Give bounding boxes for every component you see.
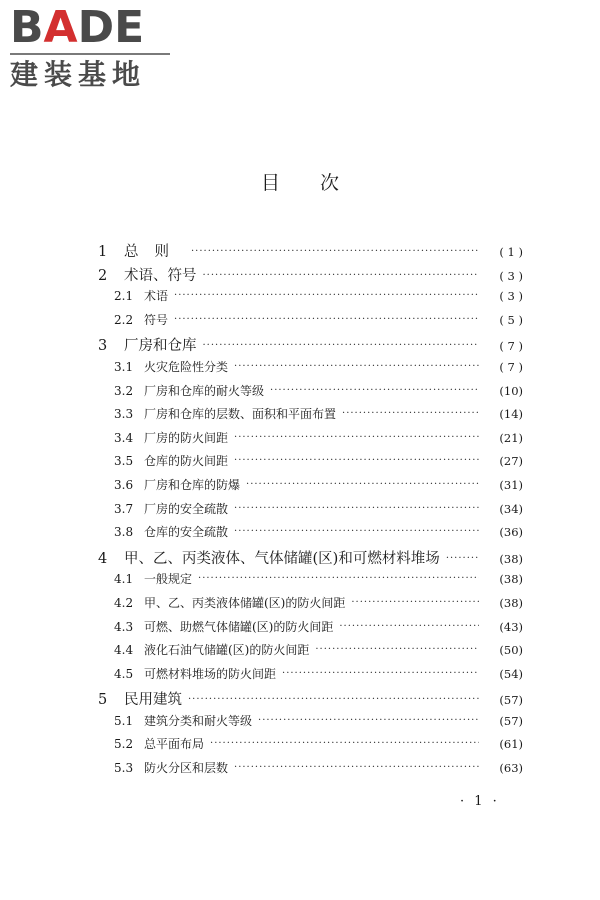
- toc-entry-title: 民用建筑: [124, 692, 182, 709]
- toc-entry-title: 可燃材料堆场的防火间距: [144, 666, 277, 681]
- toc-section-entry[interactable]: [98, 594, 523, 618]
- toc-entry-page: ( 7 ): [499, 359, 523, 374]
- toc-chapter-entry[interactable]: [98, 547, 523, 571]
- page-number: · 1 ·: [460, 794, 500, 809]
- toc-dot-leader: [203, 270, 480, 281]
- toc-entry-page: (38): [499, 595, 523, 610]
- toc-entry-title: 防火分区和层数: [144, 761, 229, 776]
- logo-letter-a-accent: A: [43, 2, 78, 53]
- toc-dot-leader: [351, 597, 479, 608]
- toc-entry-number: 3.8: [114, 525, 134, 540]
- toc-dot-leader: [246, 479, 479, 490]
- toc-section-entry[interactable]: [98, 712, 523, 736]
- toc-section-entry[interactable]: [98, 358, 523, 382]
- logo-letters-de: DE: [77, 2, 145, 53]
- toc-entry-page: (14): [499, 407, 523, 422]
- toc-dot-leader: [203, 340, 480, 351]
- toc-entry-page: (63): [499, 761, 523, 776]
- toc-entry-page: ( 3 ): [499, 268, 523, 283]
- logo-letter-b: B: [10, 2, 44, 53]
- toc-entry-title: 仓库的安全疏散: [144, 525, 229, 540]
- toc-section-entry[interactable]: [98, 452, 523, 476]
- toc-dot-leader: [198, 573, 479, 584]
- toc-entry-number: 1: [98, 244, 108, 260]
- toc-entry-page: (31): [499, 477, 523, 492]
- table-of-contents: [98, 240, 523, 783]
- toc-entry-page: ( 1 ): [499, 245, 523, 259]
- toc-dot-leader: [234, 455, 479, 466]
- toc-section-entry[interactable]: [98, 523, 523, 547]
- toc-entry-page: (57): [499, 713, 523, 728]
- toc-entry-number: 3.5: [114, 454, 134, 469]
- toc-dot-leader: [174, 290, 479, 301]
- toc-dot-leader: [339, 621, 479, 632]
- logo-wordmark: [10, 2, 180, 53]
- toc-entry-number: 5.3: [114, 761, 134, 776]
- toc-entry-number: 5.2: [114, 737, 134, 752]
- toc-section-entry[interactable]: [98, 429, 523, 453]
- toc-entry-title: 厂房的防火间距: [144, 430, 229, 445]
- toc-entry-title: 甲、乙、丙类液体、气体储罐(区)和可燃材料堆场: [124, 550, 440, 567]
- toc-entry-title: 符号: [144, 312, 169, 327]
- toc-entry-page: ( 7 ): [499, 339, 523, 354]
- toc-entry-title: 液化石油气储罐(区)的防火间距: [144, 643, 310, 658]
- toc-entry-page: (38): [499, 551, 523, 566]
- toc-dot-leader: [234, 503, 479, 514]
- toc-entry-title: 可燃、助燃气体储罐(区)的防火间距: [144, 619, 334, 634]
- toc-entry-title: 火灾危险性分类: [144, 359, 229, 374]
- toc-section-entry[interactable]: [98, 759, 523, 783]
- toc-dot-leader: [342, 408, 479, 419]
- toc-entry-title: 厂房和仓库的耐火等级: [144, 383, 265, 398]
- toc-title: 目次: [260, 172, 379, 194]
- toc-section-entry[interactable]: [98, 570, 523, 594]
- toc-entry-number: 3: [98, 338, 108, 355]
- toc-entry-page: (36): [499, 525, 523, 540]
- toc-entry-page: (21): [499, 430, 523, 445]
- toc-entry-number: 2.1: [114, 289, 134, 304]
- logo-divider: [10, 53, 170, 55]
- toc-entry-title: 厂房和仓库的层数、面积和平面布置: [144, 407, 337, 422]
- toc-entry-title: 建筑分类和耐火等级: [144, 713, 253, 728]
- toc-dot-leader: [258, 715, 479, 726]
- toc-entry-title: 总平面布局: [144, 737, 205, 752]
- toc-entry-page: (54): [499, 666, 523, 681]
- toc-entry-page: (27): [499, 454, 523, 469]
- toc-entry-title: 一般规定: [144, 572, 193, 587]
- toc-dot-leader: [270, 385, 479, 396]
- toc-entry-number: 4: [98, 550, 108, 567]
- toc-entry-page: ( 3 ): [499, 289, 523, 304]
- toc-entry-title: 术语、符号: [124, 267, 197, 284]
- toc-entry-number: 4.3: [114, 619, 134, 634]
- toc-entry-title: 甲、乙、丙类液体储罐(区)的防火间距: [144, 595, 346, 610]
- toc-entry-title: 仓库的防火间距: [144, 454, 229, 469]
- toc-section-entry[interactable]: [98, 500, 523, 524]
- toc-chapter-entry[interactable]: [98, 334, 523, 358]
- toc-entry-page: (57): [499, 693, 523, 708]
- toc-dot-leader: [234, 432, 479, 443]
- toc-section-entry[interactable]: [98, 476, 523, 500]
- toc-section-entry[interactable]: [98, 641, 523, 665]
- toc-entry-number: 3.2: [114, 383, 134, 398]
- toc-entry-number: 3.7: [114, 501, 134, 516]
- toc-entry-page: (50): [499, 643, 523, 658]
- toc-section-entry[interactable]: [98, 382, 523, 406]
- toc-section-entry[interactable]: [98, 405, 523, 429]
- toc-chapter-entry[interactable]: [98, 240, 523, 264]
- toc-entry-title: 厂房的安全疏散: [144, 501, 229, 516]
- toc-section-entry[interactable]: [98, 287, 523, 311]
- toc-entry-number: 2: [98, 267, 108, 284]
- toc-entry-number: 3.6: [114, 477, 134, 492]
- toc-entry-number: 3.4: [114, 430, 134, 445]
- toc-entry-title: 术语: [144, 289, 169, 304]
- toc-chapter-entry[interactable]: [98, 688, 523, 712]
- bade-logo: [10, 2, 180, 92]
- toc-entry-number: 4.1: [114, 572, 134, 587]
- logo-chinese-name: 建装基地: [10, 58, 147, 91]
- toc-entry-page: ( 5 ): [499, 312, 523, 327]
- toc-entry-page: (43): [499, 619, 523, 634]
- toc-entry-number: 5.1: [114, 713, 134, 728]
- toc-section-entry[interactable]: [98, 618, 523, 642]
- toc-dot-leader: [188, 694, 479, 705]
- toc-dot-leader: [234, 526, 479, 537]
- toc-dot-leader: [210, 738, 479, 749]
- toc-chapter-entry[interactable]: [98, 264, 523, 288]
- toc-dot-leader: [234, 762, 479, 773]
- toc-dot-leader: [191, 246, 479, 257]
- toc-entry-number: 4.4: [114, 643, 134, 658]
- toc-entry-number: 2.2: [114, 312, 134, 327]
- toc-dot-leader: [174, 314, 479, 325]
- toc-section-entry[interactable]: [98, 311, 523, 335]
- toc-entry-page: (34): [499, 501, 523, 516]
- toc-entry-number: 4.5: [114, 666, 134, 681]
- toc-entry-number: 3.1: [114, 359, 134, 374]
- toc-dot-leader: [234, 361, 479, 372]
- toc-entry-page: (10): [499, 383, 523, 398]
- toc-section-entry[interactable]: [98, 735, 523, 759]
- toc-section-entry[interactable]: [98, 665, 523, 689]
- toc-entry-title: 厂房和仓库: [124, 338, 197, 355]
- toc-entry-page: (61): [499, 737, 523, 752]
- toc-entry-title: 厂房和仓库的防爆: [144, 477, 241, 492]
- toc-entry-number: 4.2: [114, 595, 134, 610]
- toc-entry-title: 总则: [124, 244, 185, 260]
- toc-dot-leader: [315, 644, 479, 655]
- toc-entry-number: 3.3: [114, 407, 134, 422]
- toc-entry-number: 5: [98, 692, 108, 709]
- toc-entry-page: (38): [499, 572, 523, 587]
- toc-dot-leader: [446, 553, 479, 564]
- toc-dot-leader: [282, 668, 479, 679]
